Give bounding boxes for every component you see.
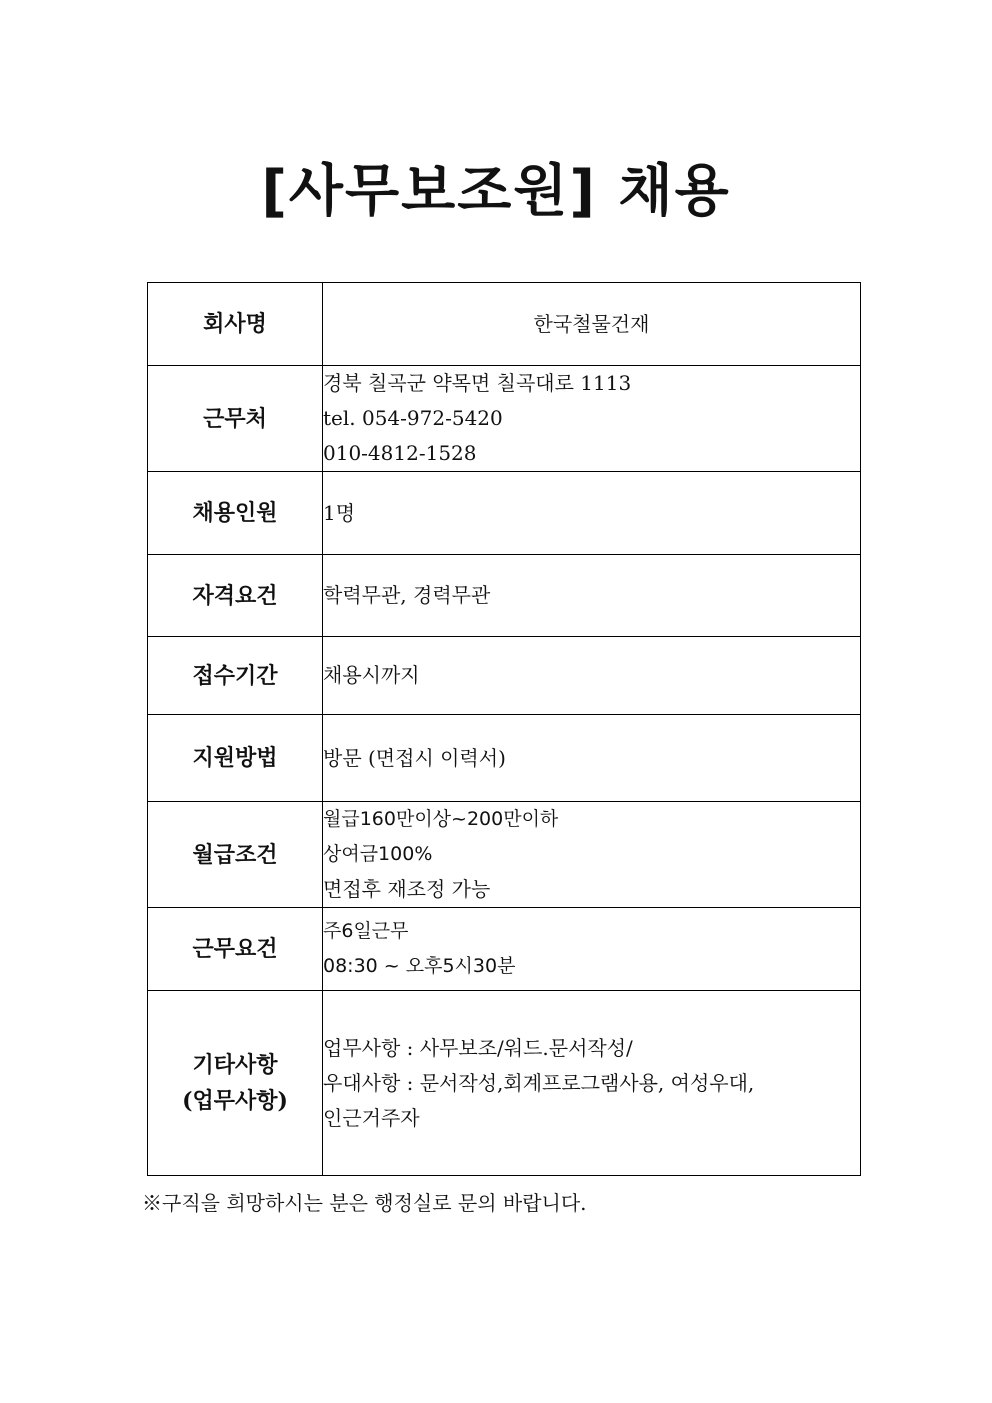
workplace-label: 근무처 [148,366,323,472]
table-row [148,908,861,991]
company-label: 회사명 [148,283,323,366]
other-label-line: 기타사항 [192,1052,278,1078]
qualifications-value: 학력무관, 경력무관 [323,555,861,637]
company-value: 한국철물건재 [323,283,861,366]
other-duties: 업무사항 : 사무보조/워드.문서작성/ [323,1035,633,1060]
table-row [148,283,861,366]
other-value [323,991,861,1176]
method-label: 지원방법 [148,715,323,802]
table-row [148,802,861,908]
hours-time: 08:30 ~ 오후5시30분 [323,955,516,977]
other-label-sub: (업무사항) [182,1088,288,1114]
workplace-address: 경북 칠곡군 약목면 칠곡대로 1113 [323,371,632,395]
workplace-tel: tel. 054-972-5420 [323,406,503,430]
salary-note: 면접후 재조정 가능 [323,877,491,901]
method-value: 방문 (면접시 이력서) [323,715,861,802]
headcount-label: 채용인원 [148,472,323,555]
table-row [148,715,861,802]
table-row [148,472,861,555]
qualifications-label: 자격요건 [148,555,323,637]
table-row [148,555,861,637]
job-posting-table [147,282,861,1176]
salary-value [323,802,861,908]
other-label [148,991,323,1176]
hours-value [323,908,861,991]
period-label: 접수기간 [148,637,323,715]
other-preferences-cont: 인근거주자 [323,1105,420,1130]
salary-range: 월급160만이상~200만이하 [323,808,559,830]
other-preferences: 우대사항 : 문서작성,회계프로그램사용, 여성우대, [323,1070,755,1095]
workplace-mobile: 010-4812-1528 [323,441,477,465]
headcount-value: 1명 [323,472,861,555]
hours-label: 근무요건 [148,908,323,991]
hours-days: 주6일근무 [323,920,409,942]
table-row [148,366,861,472]
workplace-value [323,366,861,472]
table-row [148,637,861,715]
period-value: 채용시까지 [323,637,861,715]
page-title: [사무보조원] 채용 [261,159,731,224]
footnote: ※구직을 희망하시는 분은 행정실로 문의 바랍니다. [142,1191,587,1215]
salary-label: 월급조건 [148,802,323,908]
salary-bonus: 상여금100% [323,843,433,865]
table-row [148,991,861,1176]
